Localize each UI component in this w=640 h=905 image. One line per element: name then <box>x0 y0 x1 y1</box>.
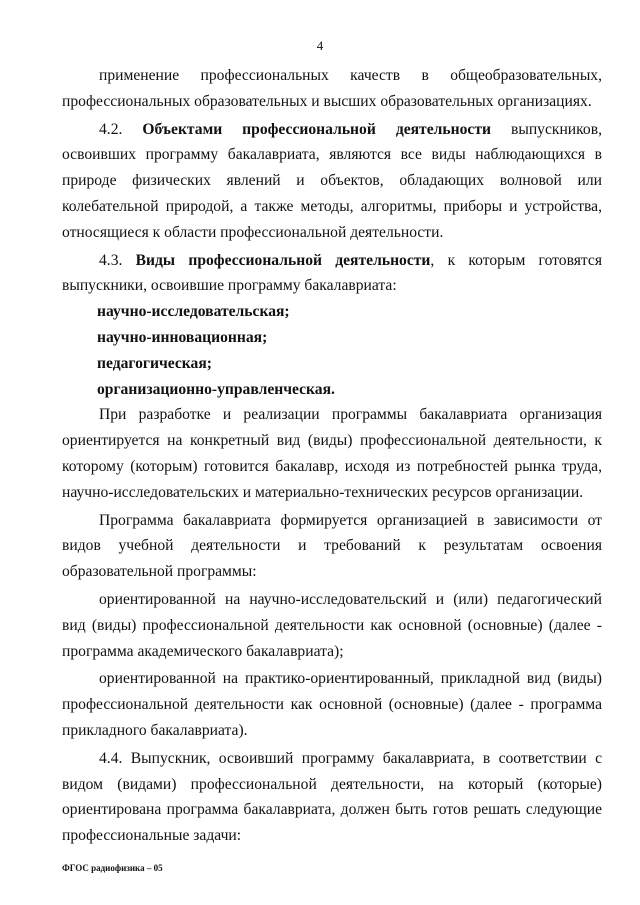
section-number: 4.3. <box>99 251 136 269</box>
paragraph-4-3 <box>62 248 602 300</box>
paragraph-development: При разработке и реализации программы бакалавриата организация ориентируется на конкретный вид (виды) профессиональной деятельности, к которому (которым) готовится бакалавр, исходя из потребностей рынка труда, научно-исследовательских и материально-технических ресурсов организации. <box>62 406 602 501</box>
paragraph-text: выпускников, освоивших программу бакалавриата, являются все виды наблюдающихся в природе физических явлений и объектов, обладающих волновой или колебательной природой, а также методы, алгоритмы, приборы и устройства, относящиеся к области профессиональной деятельности. <box>62 120 602 241</box>
list-item: педагогическая; <box>97 354 212 372</box>
list-item: организационно-управленческая. <box>97 380 335 398</box>
bold-term: Виды профессиональной деятельности <box>135 251 431 269</box>
document-body <box>62 63 602 849</box>
paragraph-text: , к которым готовятся выпускники, освоившие программу бакалавриата: <box>62 251 602 295</box>
page-number: 4 <box>316 38 324 53</box>
footer-label: ФГОС радиофизика – 05 <box>62 863 163 873</box>
paragraph-1: применение профессиональных качеств в общеобразовательных, профессиональных образовательных и высших образовательных организациях. <box>62 67 602 110</box>
paragraph-4-4: 4.4. Выпускник, освоивший программу бакалавриата, в соответствии с видом (видами) профессиональной деятельности, на который (которые) ориентирована программа бакалавриата, должен быть готов решать следующие профессиональные задачи: <box>62 749 602 845</box>
section-number: 4.2. <box>99 120 143 138</box>
bold-term: Объектами профессиональной деятельности <box>142 120 491 138</box>
list-item: научно-исследовательская; <box>97 303 290 321</box>
paragraph-academic-bachelor: ориентированной на научно-исследовательский и (или) педагогический вид (виды) профессиональной деятельности как основной (основные) (далее - программа академического бакалавриата); <box>62 590 602 660</box>
paragraph-4-2 <box>62 117 602 246</box>
paragraph-applied-bachelor: ориентированной на практико-ориентированный, прикладной вид (виды) профессиональной деятельности как основной (основные) (далее - программа прикладного бакалавриата). <box>62 670 602 739</box>
list-item: научно-инновационная; <box>97 328 268 346</box>
paragraph-program-formation: Программа бакалавриата формируется организацией в зависимости от видов учебной деятельности и требований к результатам освоения образовательной программы: <box>62 511 602 581</box>
